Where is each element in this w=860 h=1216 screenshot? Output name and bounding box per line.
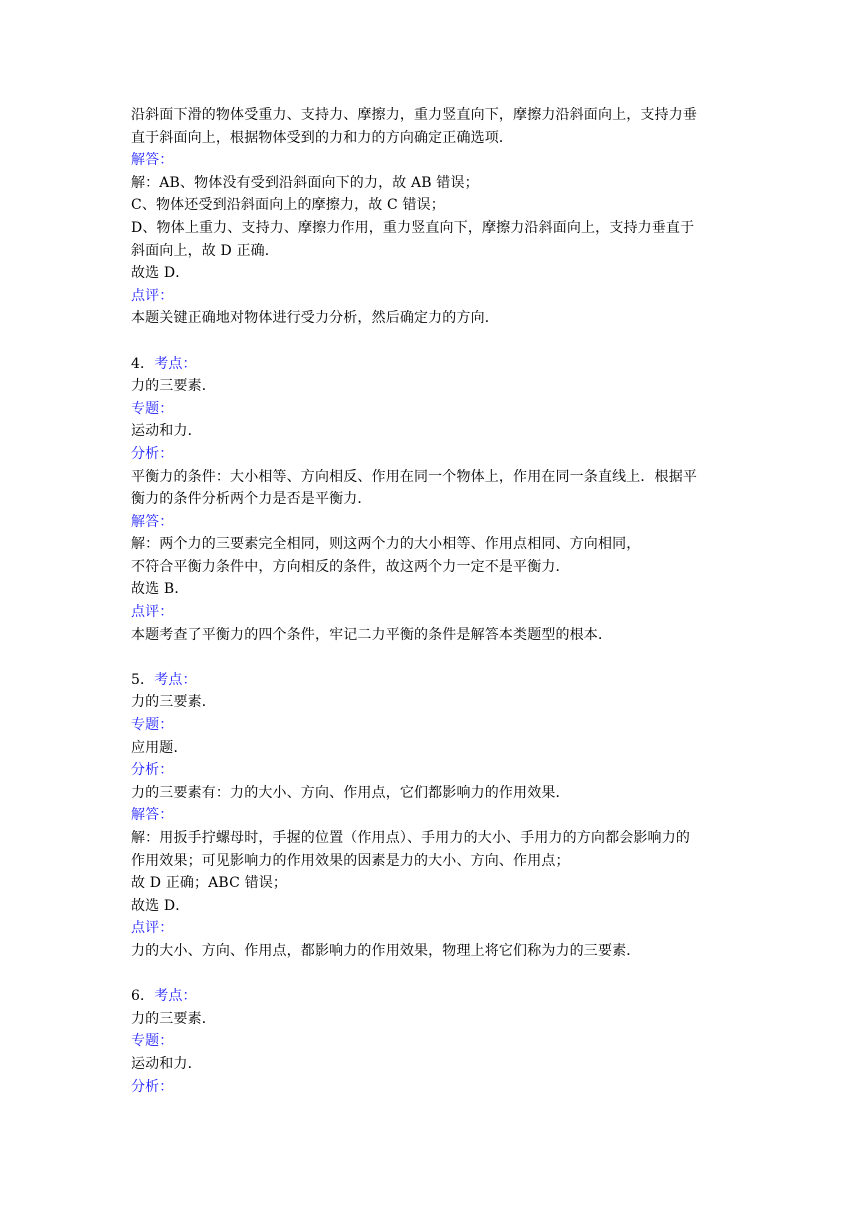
spacer	[131, 330, 731, 353]
q4-comment-label: 点评：	[131, 604, 174, 621]
q3-comment-label: 点评：	[131, 287, 174, 304]
q5-answer-line-1: 解：用扳手拧螺母时，手握的位置（作用点）、手用力的大小、手用力的方向都会影响力的	[131, 830, 690, 846]
q5-number: 5．	[131, 671, 155, 688]
q5-zhuanti: 应用题．	[131, 739, 188, 756]
q4-header	[131, 353, 731, 376]
q5-answer-line-2: 作用效果；可见影响力的作用效果的因素是力的大小、方向、作用点；	[131, 852, 570, 869]
q4-comment-line-1: 本题考查了平衡力的四个条件，牢记二力平衡的条件是解答本类题型的根本．	[131, 626, 613, 643]
q3-answer-line-3: D、物体上重力、支持力、摩擦力作用，重力竖直向下，摩擦力沿斜面向上，支持力垂直于	[131, 219, 695, 236]
q5-answer-line-4: 故选 D．	[131, 897, 190, 914]
q4-answer-line-3: 故选 B．	[131, 581, 189, 598]
q6-zhuanti-label: 专题：	[131, 1033, 174, 1050]
q5-zhuanti-label: 专题：	[131, 717, 174, 734]
document-page	[131, 104, 731, 1098]
spacer	[131, 963, 731, 986]
q3-answer-label: 解答：	[131, 152, 174, 169]
q5-analysis-line-1: 力的三要素有：力的大小、方向、作用点，它们都影响力的作用效果．	[131, 784, 570, 801]
q3-analysis-line-2: 直于斜面向上，根据物体受到的力和力的方向确定正确选项．	[131, 129, 514, 146]
q3-analysis-line-1: 沿斜面下滑的物体受重力、支持力、摩擦力，重力竖直向下，摩擦力沿斜面向上，支持力垂	[131, 107, 697, 123]
q4-analysis-line-2: 衡力的条件分析两个力是否是平衡力．	[131, 491, 372, 508]
q6-number: 6．	[131, 988, 155, 1005]
q4-analysis-label: 分析：	[131, 445, 174, 462]
q5-analysis-label: 分析：	[131, 762, 174, 779]
q4-kaodian-label: 考点：	[154, 355, 197, 372]
q6-kaodian: 力的三要素．	[131, 1010, 216, 1027]
q3-analysis	[131, 104, 731, 149]
q5-header	[131, 669, 731, 692]
q3-answer-line-5: 故选 D．	[131, 265, 190, 282]
spacer	[131, 646, 731, 669]
q6-kaodian-label: 考点：	[154, 988, 197, 1005]
q3-answer-line-2: C、物体还受到沿斜面向上的摩擦力，故 C 错误；	[131, 197, 445, 214]
q4-answer-label: 解答：	[131, 513, 174, 530]
q6-header	[131, 985, 731, 1008]
q3-answer-line-1: 解：AB、物体没有受到沿斜面向下的力，故 AB 错误；	[131, 174, 479, 191]
q6-analysis-label: 分析：	[131, 1078, 174, 1095]
q3-answer-line-4: 斜面向上，故 D 正确．	[131, 242, 279, 259]
q4-analysis-line-1: 平衡力的条件：大小相等、方向相反、作用在同一个物体上，作用在同一条直线上．根据平	[131, 468, 697, 485]
q4-kaodian: 力的三要素．	[131, 378, 216, 395]
q5-answer-label: 解答：	[131, 807, 174, 824]
q3-answer	[131, 172, 731, 285]
q4-number: 4．	[131, 355, 155, 372]
q4-answer-line-2: 不符合平衡力条件中，方向相反的条件，故这两个力一定不是平衡力．	[131, 558, 570, 575]
q5-kaodian: 力的三要素．	[131, 694, 216, 711]
q5-answer-line-3: 故 D 正确；ABC 错误；	[131, 875, 288, 892]
q4-zhuanti: 运动和力．	[131, 423, 202, 440]
q4-zhuanti-label: 专题：	[131, 400, 174, 417]
q5-kaodian-label: 考点：	[154, 671, 197, 688]
q5-comment-line-1: 力的大小、方向、作用点，都影响力的作用效果，物理上将它们称为力的三要素．	[131, 942, 641, 959]
q4-answer-line-1: 解：两个力的三要素完全相同，则这两个力的大小相等、作用点相同、方向相同，	[131, 536, 641, 553]
q6-zhuanti: 运动和力．	[131, 1055, 202, 1072]
q5-comment-label: 点评：	[131, 920, 174, 937]
q3-comment-line-1: 本题关键正确地对物体进行受力分析，然后确定力的方向．	[131, 310, 499, 327]
